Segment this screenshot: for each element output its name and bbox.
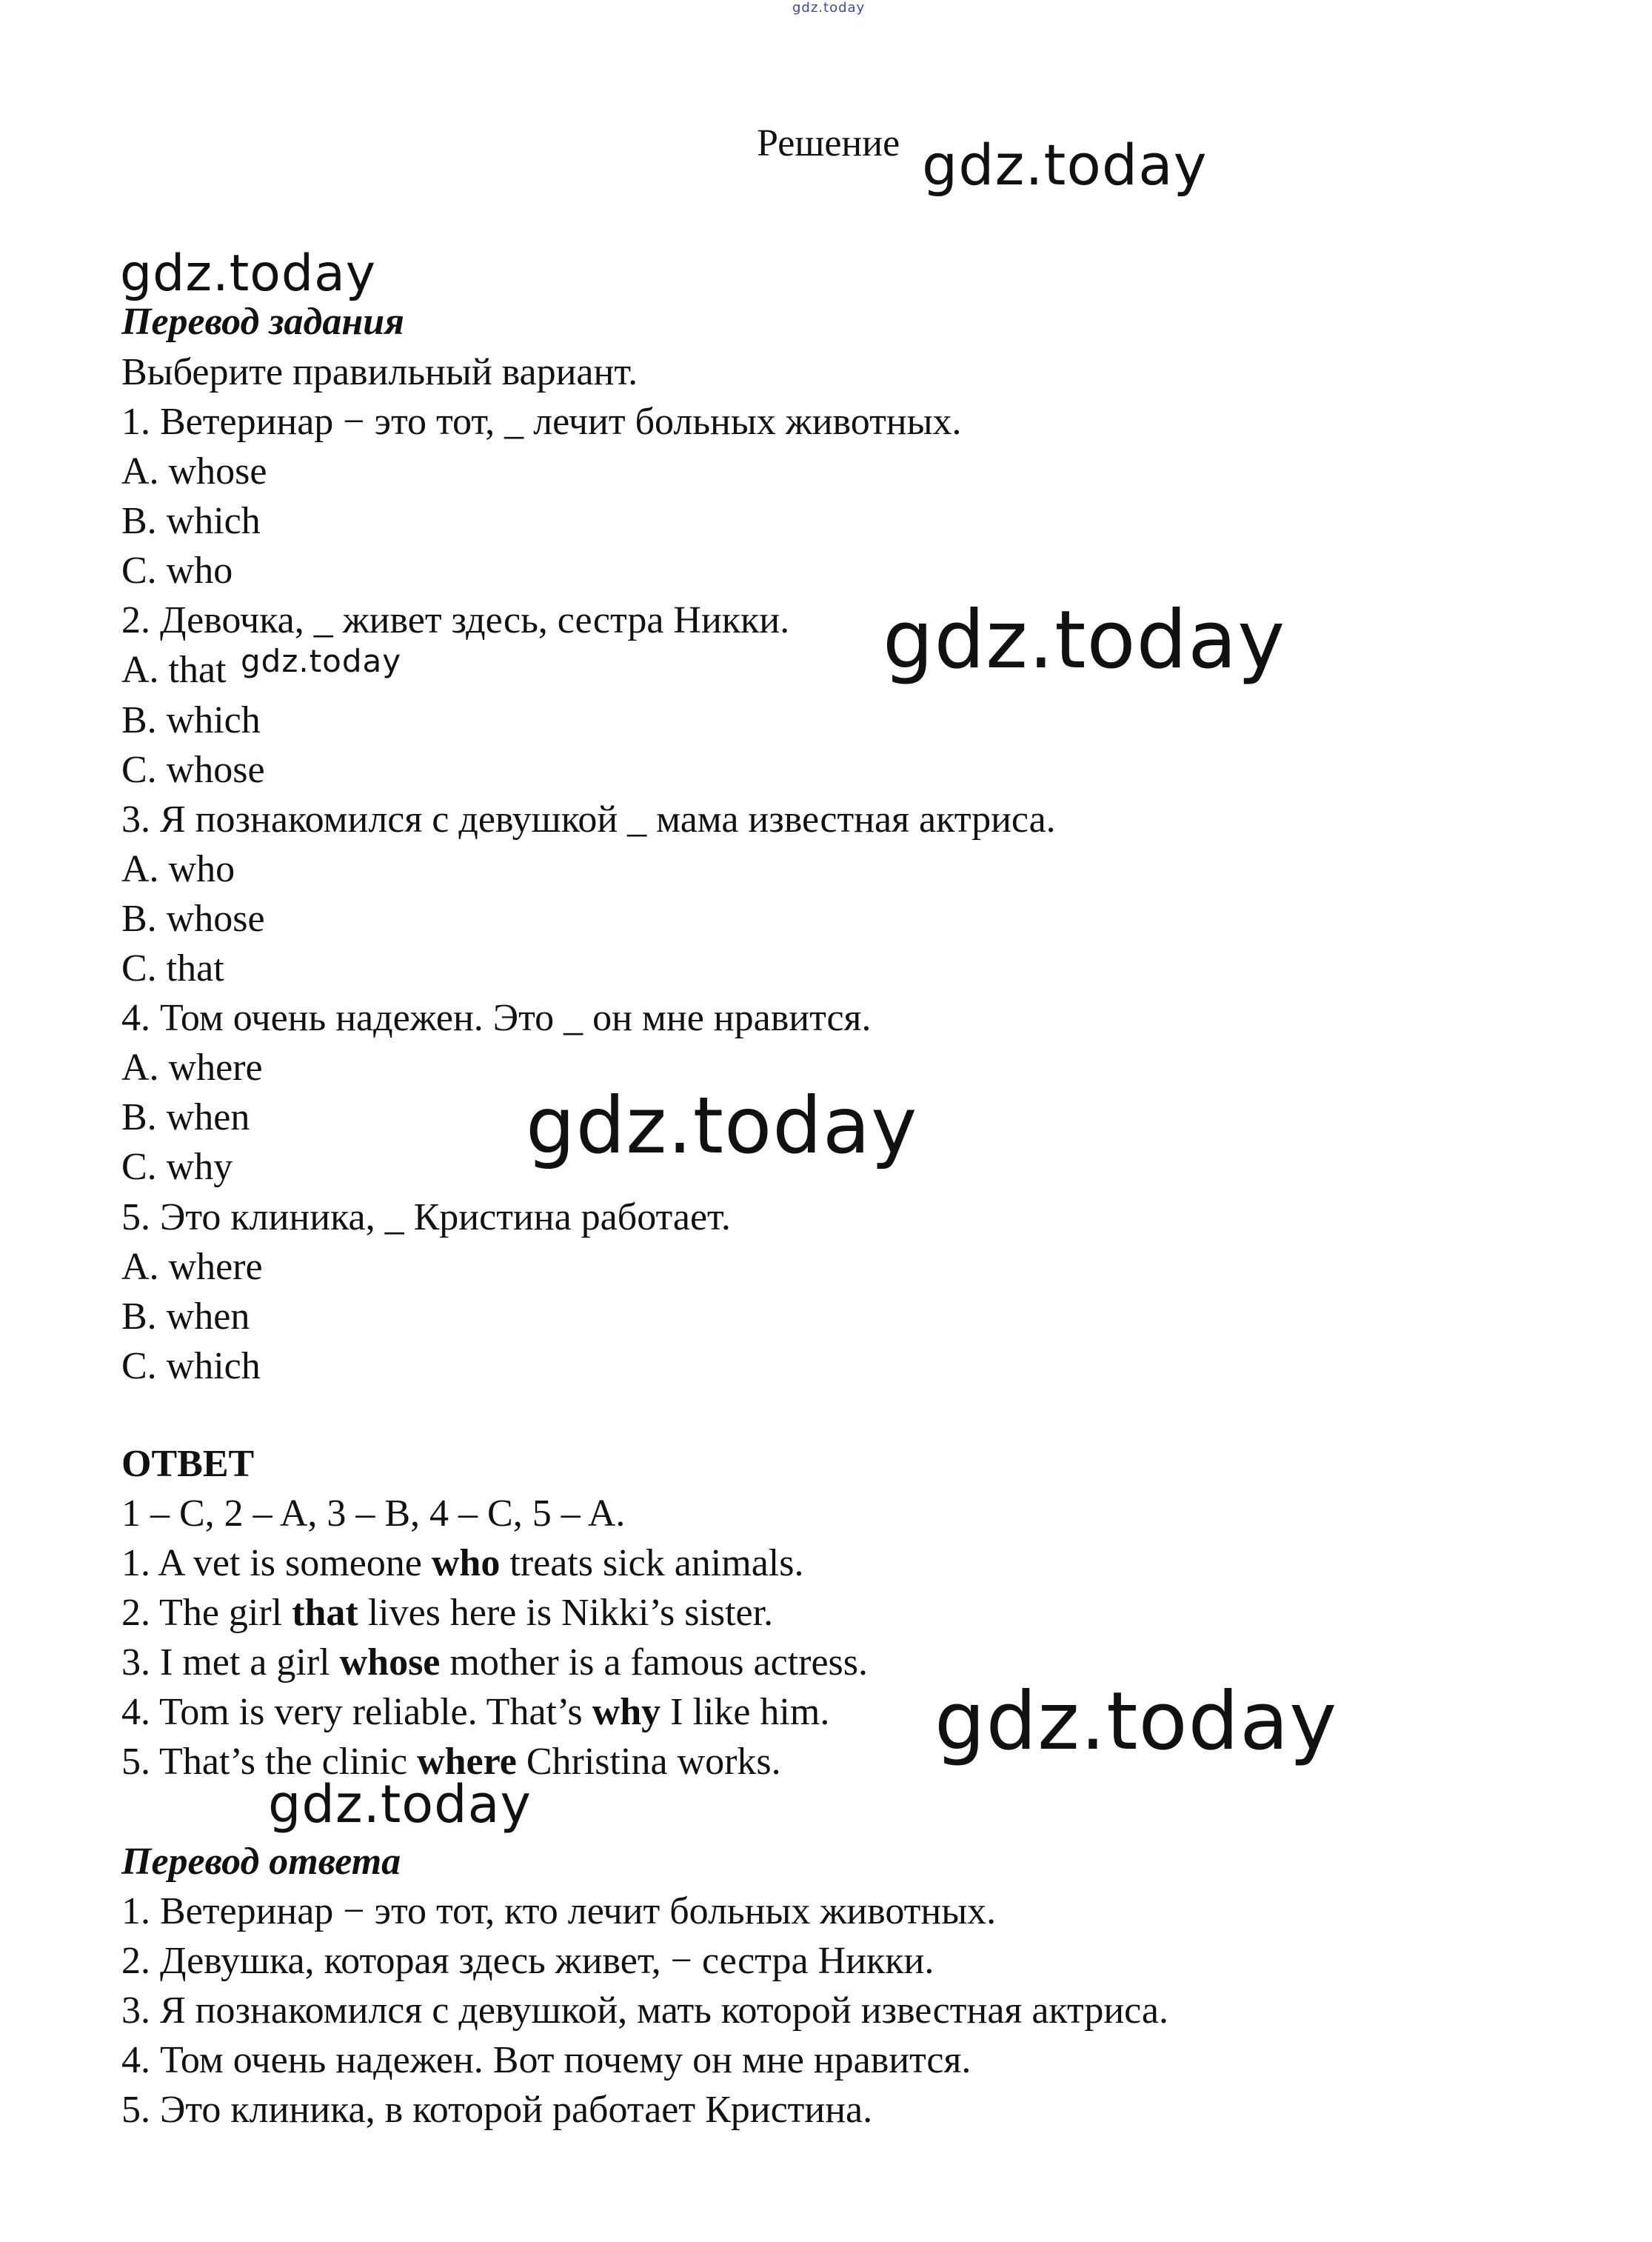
watermark-answer-right: gdz.today xyxy=(934,1675,1338,1768)
translation-line-1: 1. Ветеринар − это тот, кто лечит больных животных. xyxy=(121,1890,997,1932)
answer-sentence-4: 4. Tom is very reliable. That’s why I like him. xyxy=(121,1691,830,1733)
option-2c: C. whose xyxy=(121,749,265,791)
option-1c: C. who xyxy=(121,550,233,592)
option-5b: B. when xyxy=(121,1295,250,1338)
answer-word-3: whose xyxy=(339,1641,441,1684)
question-2: 2. Девочка, _ живет здесь, сестра Никки. xyxy=(121,599,790,641)
answer-translation-heading: Перевод ответа xyxy=(121,1841,401,1883)
option-3c: C. that xyxy=(121,947,224,990)
watermark-heading: gdz.today xyxy=(120,244,376,303)
option-2b: B. which xyxy=(121,699,261,741)
question-3: 3. Я познакомился с девушкой _ мама известная актриса. xyxy=(121,798,1056,841)
translation-line-3: 3. Я познакомился с девушкой, мать которой известная актриса. xyxy=(121,1989,1168,2032)
translation-line-4: 4. Том очень надежен. Вот почему он мне нравится. xyxy=(121,2039,972,2081)
task-instruction: Выберите правильный вариант. xyxy=(121,351,638,393)
answer-word-2: that xyxy=(292,1592,358,1634)
option-2a: A. that xyxy=(121,649,227,691)
watermark-top: gdz.today xyxy=(792,0,866,16)
option-1b: B. which xyxy=(121,500,261,542)
question-4: 4. Том очень надежен. Это _ он мне нравится. xyxy=(121,997,872,1039)
answer-word-4: why xyxy=(592,1691,661,1733)
answer-sentence-5: 5. That’s the clinic where Christina works. xyxy=(121,1741,781,1783)
watermark-title: gdz.today xyxy=(922,132,1208,198)
watermark-center: gdz.today xyxy=(526,1081,918,1171)
answer-heading: ОТВЕТ xyxy=(121,1443,255,1485)
question-5: 5. Это клиника, _ Кристина работает. xyxy=(121,1196,731,1238)
answer-key: 1 – C, 2 – A, 3 – B, 4 – C, 5 – A. xyxy=(121,1492,626,1535)
option-4c: C. why xyxy=(121,1146,233,1188)
option-5c: C. which xyxy=(121,1345,261,1387)
option-4b: B. when xyxy=(121,1096,250,1138)
answer-word-5: where xyxy=(417,1741,517,1783)
answer-sentence-1: 1. A vet is someone who treats sick animals. xyxy=(121,1542,804,1584)
translation-line-2: 2. Девушка, которая здесь живет, − сестра Никки. xyxy=(121,1940,934,1982)
answer-sentence-2: 2. The girl that lives here is Nikki’s sister. xyxy=(121,1592,774,1634)
page-title: Решение xyxy=(757,122,900,164)
option-5a: A. where xyxy=(121,1246,263,1288)
option-1a: A. whose xyxy=(121,450,267,493)
task-heading: Перевод задания xyxy=(121,301,404,343)
translation-line-5: 5. Это клиника, в которой работает Кристина. xyxy=(121,2089,873,2131)
answer-word-1: who xyxy=(431,1542,501,1584)
question-1: 1. Ветеринар − это тот, _ лечит больных животных. xyxy=(121,401,962,443)
option-3a: A. who xyxy=(121,848,235,890)
option-4a: A. where xyxy=(121,1047,263,1089)
option-3b: B. whose xyxy=(121,898,265,940)
watermark-inline: gdz.today xyxy=(241,643,402,679)
watermark-answer-bottom: gdz.today xyxy=(268,1774,532,1835)
answer-sentence-3: 3. I met a girl whose mother is a famous actress. xyxy=(121,1641,869,1684)
watermark-mid-right: gdz.today xyxy=(883,594,1286,687)
